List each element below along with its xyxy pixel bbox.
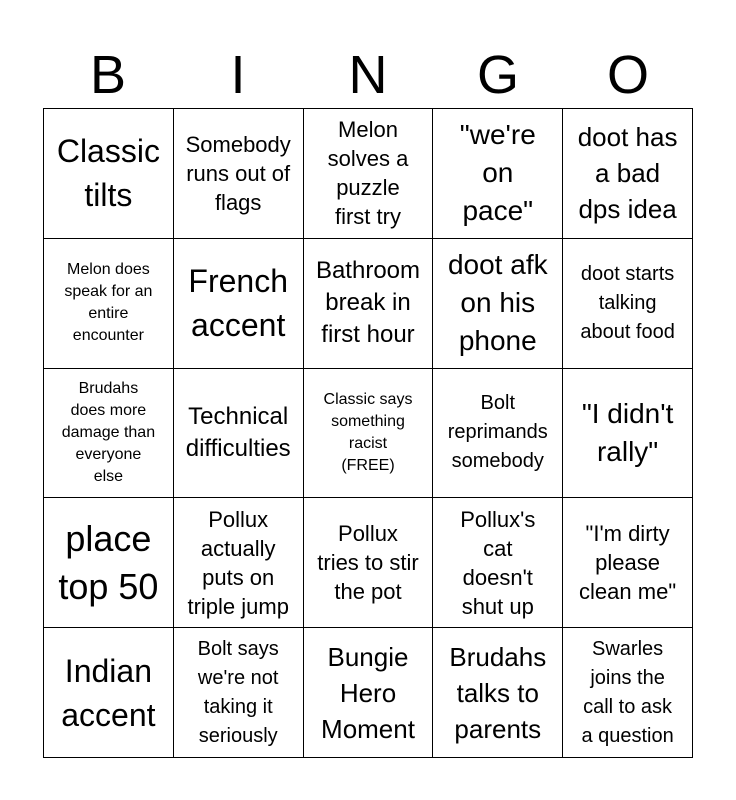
cell-text: Brudahs talks to parents	[449, 641, 547, 744]
bingo-cell[interactable]	[174, 239, 304, 369]
cell-text: "we're on pace"	[459, 119, 536, 227]
header-letter-i: I	[230, 45, 246, 105]
bingo-cell[interactable]	[44, 369, 174, 499]
cell-text: Melon does speak for an entire encounter	[64, 261, 153, 345]
cell-text: doot afk on his phone	[447, 249, 548, 357]
cell-text: Pollux's cat doesn't shut up	[460, 506, 536, 619]
cell-text: Bolt reprimands somebody	[447, 392, 548, 473]
bingo-cell[interactable]	[433, 628, 563, 758]
cell-text: Melon solves a puzzle first try	[327, 117, 409, 230]
bingo-cell[interactable]	[563, 498, 693, 628]
bingo-cell[interactable]	[563, 369, 693, 499]
bingo-cell[interactable]	[44, 628, 174, 758]
cell-text: Classic tilts	[56, 133, 160, 214]
bingo-cell[interactable]	[563, 628, 693, 758]
cell-text: Indian accent	[61, 652, 156, 733]
header-letter-n: N	[348, 45, 388, 105]
bingo-cell[interactable]	[304, 498, 434, 628]
cell-text: Brudahs does more damage than everyone else	[61, 379, 156, 485]
bingo-cell[interactable]	[563, 239, 693, 369]
bingo-cell[interactable]	[304, 369, 434, 499]
bingo-grid	[43, 108, 693, 758]
cell-text: Somebody runs out of flags	[185, 131, 291, 215]
bingo-cell[interactable]	[433, 109, 563, 239]
cell-text: "I didn't rally"	[581, 397, 674, 467]
cell-text: French accent	[188, 263, 288, 344]
header-letter-g: G	[476, 45, 519, 105]
cell-text: Classic says something racist (FREE)	[323, 390, 413, 474]
cell-text: Swarles joins the call to ask a question	[581, 637, 674, 747]
bingo-cell[interactable]	[563, 109, 693, 239]
bingo-cell[interactable]	[174, 628, 304, 758]
header-letter-o: O	[606, 45, 649, 105]
cell-text: doot starts talking about food	[580, 262, 675, 343]
bingo-cell[interactable]	[433, 498, 563, 628]
bingo-cell[interactable]	[304, 109, 434, 239]
bingo-cell[interactable]	[44, 239, 174, 369]
bingo-cell[interactable]	[174, 369, 304, 499]
bingo-header	[43, 42, 693, 108]
bingo-cell[interactable]	[174, 498, 304, 628]
header-letter-b: B	[89, 45, 127, 105]
cell-text: Pollux tries to stir the pot	[317, 521, 419, 605]
cell-text: Pollux actually puts on triple jump	[187, 506, 289, 619]
bingo-cell[interactable]	[433, 239, 563, 369]
cell-text: "I'm dirty please clean me"	[579, 521, 677, 605]
cell-text: place top 50	[58, 517, 159, 607]
cell-text: Bungie Hero Moment	[321, 641, 415, 744]
cell-text: Bolt says we're not taking it seriously	[197, 637, 279, 747]
bingo-cell[interactable]	[304, 628, 434, 758]
bingo-cell[interactable]	[44, 498, 174, 628]
cell-text: Technical difficulties	[185, 402, 291, 462]
bingo-cell[interactable]	[44, 109, 174, 239]
cell-text: doot has a bad dps idea	[577, 122, 678, 225]
bingo-cell[interactable]	[174, 109, 304, 239]
bingo-cell[interactable]	[433, 369, 563, 499]
cell-text: Bathroom break in first hour	[315, 257, 421, 349]
bingo-cell[interactable]	[304, 239, 434, 369]
